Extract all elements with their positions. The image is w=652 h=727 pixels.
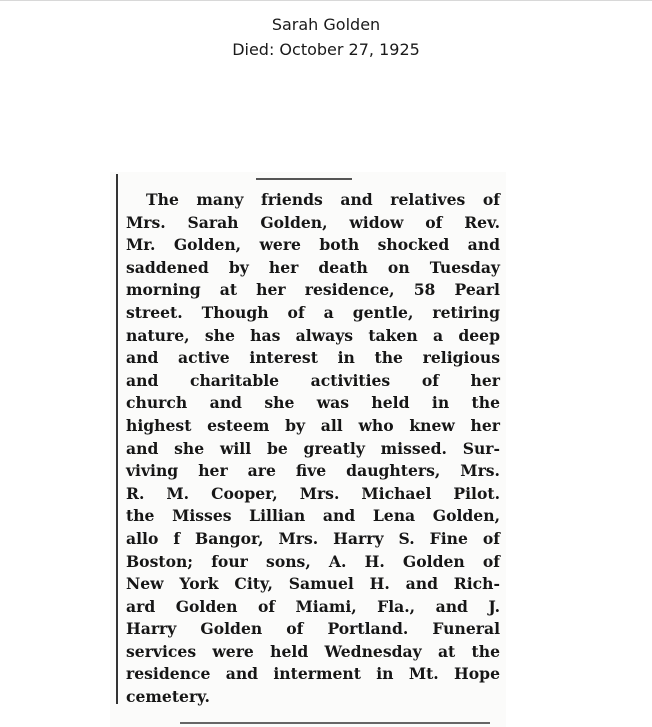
obituary-line: and active interest in the religious	[126, 348, 500, 368]
obituary-line: services were held Wednesday at the	[126, 641, 500, 661]
document-header	[0, 12, 652, 62]
obituary-line: cemetery.	[126, 687, 210, 707]
page-top-rule	[0, 0, 652, 1]
obituary-line: Boston; four sons, A. H. Golden of	[126, 551, 500, 571]
clipping-left-border	[116, 174, 118, 704]
clipping-bottom-rule	[180, 722, 490, 724]
clipping-top-rule	[256, 178, 352, 180]
obituary-line: residence and interment in Mt. Hope	[126, 664, 500, 684]
obituary-line: saddened by her death on Tuesday	[126, 257, 500, 277]
obituary-line: R. M. Cooper, Mrs. Michael Pilot.	[126, 483, 500, 503]
obituary-line: highest esteem by all who knew her	[126, 415, 500, 435]
death-date: Died: October 27, 1925	[232, 40, 420, 59]
obituary-line: ard Golden of Miami, Fla., and J.	[126, 596, 500, 616]
obituary-line: and charitable activities of her	[126, 370, 500, 390]
newspaper-clipping	[110, 172, 506, 727]
obituary-line: The many friends and relatives of	[146, 190, 500, 209]
obituary-line: morning at her residence, 58 Pearl	[126, 280, 500, 300]
obituary-line: nature, she has always taken a deep	[126, 325, 500, 345]
obituary-line: Mrs. Sarah Golden, widow of Rev.	[126, 212, 500, 232]
obituary-line: Mr. Golden, were both shocked and	[126, 235, 500, 255]
deceased-name: Sarah Golden	[271, 15, 381, 34]
obituary-line: viving her are five daughters, Mrs.	[126, 461, 500, 481]
obituary-line: church and she was held in the	[126, 393, 500, 413]
obituary-line: and she will be greatly missed. Sur-	[126, 438, 500, 458]
obituary-line: Harry Golden of Portland. Funeral	[126, 619, 500, 639]
obituary-line: street. Though of a gentle, retiring	[126, 302, 500, 322]
obituary-line: allo f Bangor, Mrs. Harry S. Fine of	[126, 528, 500, 548]
obituary-text	[126, 189, 500, 709]
obituary-line: New York City, Samuel H. and Rich-	[126, 574, 500, 594]
obituary-line: the Misses Lillian and Lena Golden,	[126, 506, 500, 526]
